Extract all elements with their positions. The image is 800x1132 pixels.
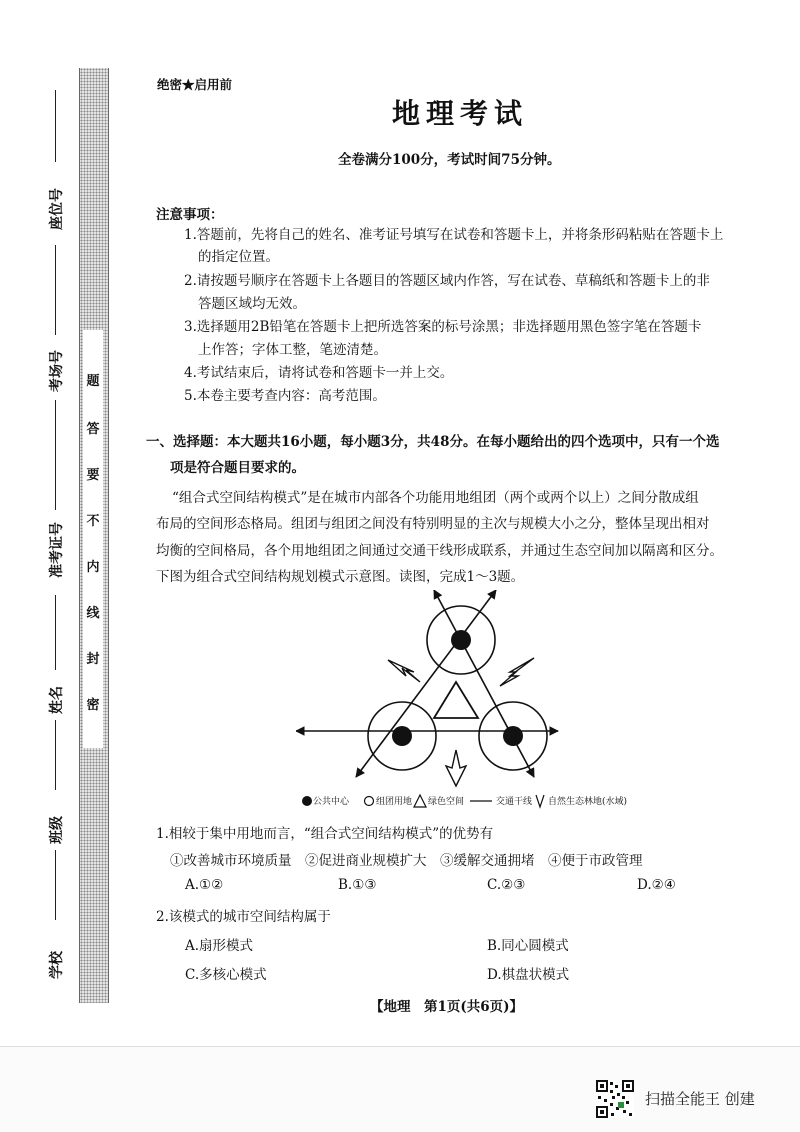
q1-option-b: B.①③ (338, 877, 377, 893)
field-underline (55, 245, 56, 335)
legend-traffic: 交通干线 (496, 797, 533, 807)
legend-cluster-land: 组团用地 (376, 797, 413, 807)
confidential-mark: 绝密★启用前 (157, 77, 233, 92)
seal-char: 不 (86, 514, 100, 529)
q2-option-d: D.棋盘状模式 (487, 967, 570, 983)
cluster-top (427, 606, 495, 674)
spatial-structure-diagram (296, 590, 640, 812)
page-divider (0, 1046, 800, 1047)
seal-char: 题 (86, 374, 100, 389)
seal-char: 要 (86, 468, 100, 483)
subtitle: 全卷满分100分，考试时间75分钟。 (338, 152, 561, 168)
field-class: 班级 (49, 816, 65, 844)
notice-item: 3.选择题用2B铅笔在答题卡上把所选答案的标号涂黑；非选择题用黑色签字笔在答题卡 (184, 319, 702, 335)
cluster-land-icon (365, 797, 374, 806)
field-underline (55, 595, 56, 670)
green-space-icon (414, 795, 426, 807)
q2-stem: 2.该模式的城市空间结构属于 (156, 909, 331, 925)
field-underline (55, 720, 56, 790)
eco-arrows (388, 658, 534, 786)
passage-line: 均衡的空间格局，各个用地组团之间通过交通干线形成联系，并通过生态空间加以隔离和区分。 (156, 543, 723, 559)
notice-item: 1.答题前，先将自己的姓名、准考证号填写在试卷和答题卡上，并将条形码粘贴在答题卡上 (184, 227, 724, 243)
q1-option-d: D.②④ (637, 877, 676, 893)
q1-stem: 1.相较于集中用地而言，“组合式空间结构模式”的优势有 (156, 826, 494, 842)
seal-char: 答 (86, 422, 100, 437)
field-exam-room: 考场号 (49, 350, 65, 392)
q1-option-c: C.②③ (487, 877, 526, 893)
notice-heading: 注意事项： (156, 207, 224, 223)
q2-option-b: B.同心圆模式 (487, 938, 569, 954)
section-heading: 一、选择题：本大题共16小题，每小题3分，共48分。在每小题给出的四个选项中，只有一个选 (146, 434, 720, 450)
notice-item: 上作答；字体工整，笔迹清楚。 (198, 342, 387, 358)
q2-option-c: C.多核心模式 (185, 967, 267, 983)
seal-char: 密 (86, 698, 100, 713)
q1-option-a: A.①② (185, 877, 224, 893)
field-underline (55, 850, 56, 920)
passage-line: “组合式空间结构模式”是在城市内部各个功能用地组团（两个或两个以上）之间分散成组 (172, 490, 699, 506)
section-heading-cont: 项是符合题目要求的。 (170, 460, 305, 476)
public-center-icon (302, 796, 312, 806)
field-school: 学校 (49, 951, 65, 979)
passage-line: 下图为组合式空间结构规划模式示意图。读图，完成1～3题。 (156, 569, 525, 585)
qr-code-icon (596, 1080, 634, 1118)
legend-green-space: 绿色空间 (428, 797, 465, 807)
notice-item: 4.考试结束后，请将试卷和答题卡一并上交。 (184, 365, 454, 381)
legend-eco-forest: 自然生态林地(水域) (548, 797, 628, 807)
field-underline (55, 400, 56, 510)
notice-item: 2.请按题号顺序在答题卡上各题目的答题区域内作答，写在试卷、草稿纸和答题卡上的非 (184, 273, 710, 289)
notice-item: 5.本卷主要考查内容：高考范围。 (184, 388, 386, 404)
seal-char: 线 (86, 606, 100, 621)
eco-forest-icon (536, 795, 544, 807)
scanner-brand: 扫描全能王 创建 (645, 1090, 755, 1108)
cluster-left (368, 702, 436, 770)
traffic-lines (296, 590, 558, 777)
page-title: 地理考试 (392, 97, 529, 130)
q1-statements: ①改善城市环境质量 ②促进商业规模扩大 ③缓解交通拥堵 ④便于市政管理 (170, 853, 643, 869)
page-footer: 【地理 第1页(共6页)】 (370, 999, 524, 1015)
seal-char: 封 (86, 652, 100, 667)
legend-public-center: 公共中心 (313, 797, 350, 807)
passage-line: 布局的空间形态格局。组团与组团之间没有特别明显的主次与规模大小之分，整体呈现出相对 (156, 516, 710, 532)
cluster-right (479, 702, 547, 770)
field-underline (55, 90, 56, 162)
field-seat-number: 座位号 (49, 188, 65, 230)
q2-option-a: A.扇形模式 (185, 938, 254, 954)
notice-item: 答题区域均无效。 (198, 296, 306, 312)
field-name: 姓名 (49, 686, 65, 714)
notice-item: 的指定位置。 (198, 249, 279, 265)
seal-char: 内 (86, 560, 100, 575)
field-admission-number: 准考证号 (49, 522, 65, 578)
green-space-triangle (434, 682, 478, 718)
seal-text-box (83, 330, 103, 748)
